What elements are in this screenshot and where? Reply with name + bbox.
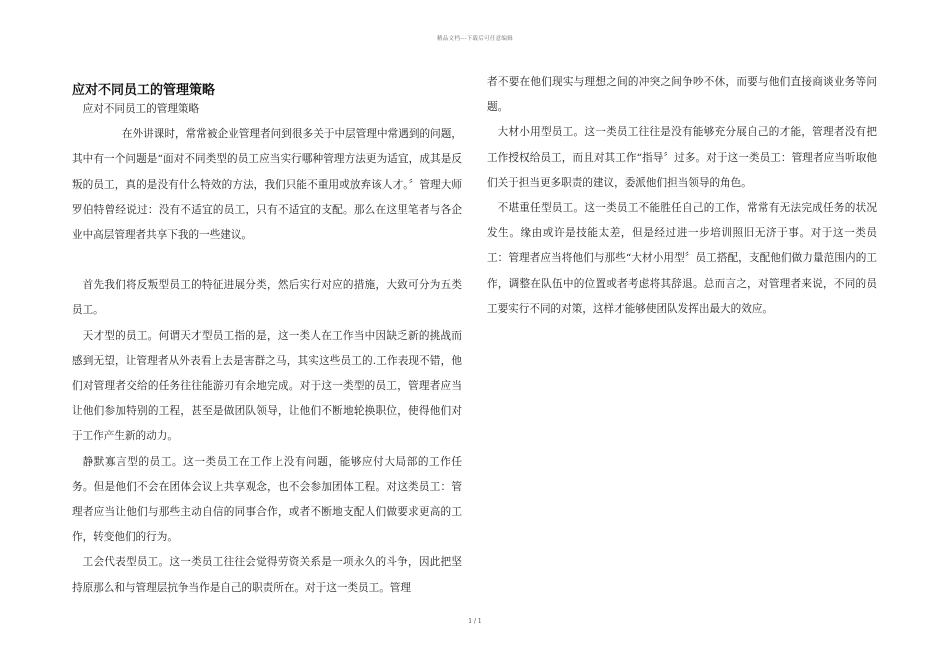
right-column: [487, 70, 877, 322]
union-type-continued-paragraph: 者不要在他们现实与理想之间的冲突之间争吵不休，而要与他们直接商谈业务等问题。: [487, 76, 877, 114]
document-title: 应对不同员工的管理策略: [72, 83, 216, 98]
left-column: [72, 97, 462, 601]
quiet-type-paragraph: 静默寡言型的员工。这一类员工在工作上没有问题，能够应付大局部的工作任务。但是他们不会在团体会议上共享观念，也不会参加团体工程。对这类员工：管理者应当让他们与那些主动自信的同事合作，或者不断地支配人们做要求更高的工作，转变他们的行为。: [72, 455, 462, 544]
intro-paragraph: 在外讲课时，常常被企业管理者问到很多关于中层管理中常遇到的问题，其中有一个问题是“面对不同类型的员工应当实行哪种管理方法更为适宜，成其是反叛的员工，真的是没有什么特效的方法，我们只能不重用或放弃该人才。〞管理大师罗伯特曾经说过：没有不适宜的员工，只有不适宜的支配。那么在这里笔者与各企业中高层管理者共享下我的一些建议。: [72, 128, 462, 242]
underused-type-paragraph: 大材小用型员工。这一类员工往往是没有能够充分展自己的才能，管理者没有把工作授权给员工，而且对其工作“指导〞过多。对于这一类员工：管理者应当听取他们关于担当更多职责的建议，委派他们担当领导的角色。: [487, 126, 877, 189]
document-header-note: 精品文档---下载后可任意编辑: [436, 36, 514, 42]
overburdened-type-paragraph: 不堪重任型员工。这一类员工不能胜任自己的工作，常常有无法完成任务的状况发生。缘由或许是技能太差，但是经过进一步培训照旧无济于事。对于这一类员工：管理者应当将他们与那些“大材小用型〞员工搭配，支配他们做力量范围内的工作，调整在队伍中的位置或者考虑将其辞退。总而言之，对管理者来说，不同的员工要实行不同的对策，这样才能够使团队发挥出最大的效应。: [487, 202, 877, 315]
union-type-paragraph: 工会代表型员工。这一类员工往往会觉得劳资关系是一项永久的斗争，因此把坚持原那么和与管理层抗争当作是自己的职责所在。对于这一类员工。管理: [72, 556, 462, 594]
subtitle-paragraph: 应对不同员工的管理策略: [82, 103, 200, 115]
paragraph-gap: [72, 248, 462, 273]
classification-paragraph: 首先我们将反叛型员工的特征进展分类，然后实行对应的措施，大致可分为五类员工。: [72, 279, 462, 317]
genius-type-paragraph: 天才型的员工。何谓天才型员工指的是，这一类人在工作当中因缺乏新的挑战而感到无望，让管理者从外表看上去是害群之马，其实这些员工的.工作表现不错，他们对管理者交给的任务往往能游刃有余地完成。对于这一类型的员工，管理者应当让他们参加特别的工程，甚至是做团队领导，让他们不断地轮换职位，使得他们对于工作产生新的动力。: [72, 329, 462, 443]
page-number: 1 / 1: [468, 618, 482, 625]
